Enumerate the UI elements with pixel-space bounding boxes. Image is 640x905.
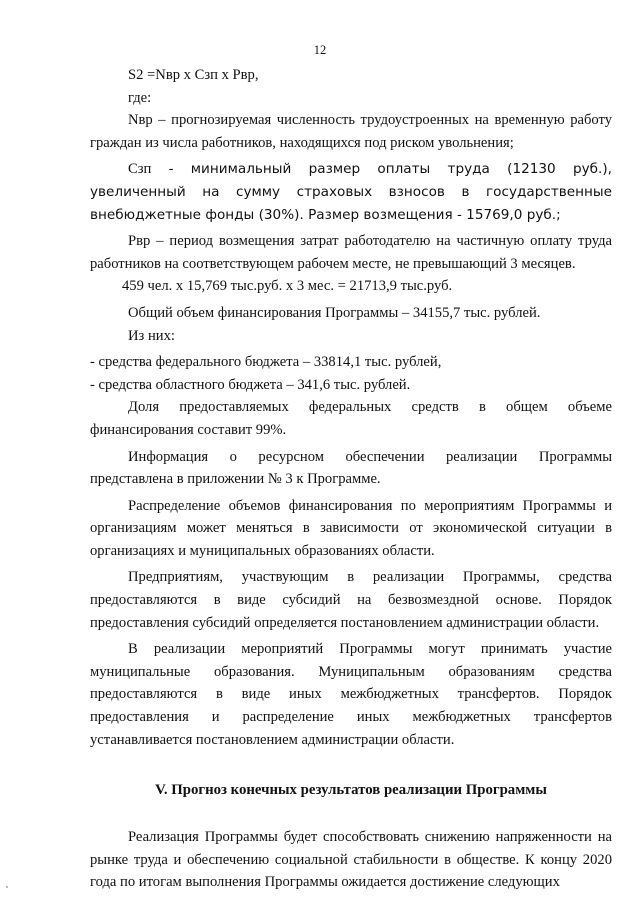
regional-budget-item: - средства областного бюджета – 341,6 тыс. рублей. <box>90 376 411 393</box>
distribution-paragraph: Распределение объемов финансирования по мероприятиям Программы и организациям может меняться в зависимости от экономической ситуации в организациях и муниципальных образованиях области. <box>90 497 612 559</box>
symbol-nvr: Nвр <box>128 112 153 129</box>
definition-nvr <box>90 109 612 154</box>
calculation-line: 459 чел. х 15,769 тыс.руб. х 3 мес. = 21713,9 тыс.руб. <box>122 278 453 295</box>
formula-where: где: <box>128 89 152 106</box>
forecast-paragraph: Реализация Программы будет способствовать снижению напряженности на рынке труда и обеспечению социальной стабильности в обществе. К концу 2020 года по итогам выполнения Программы ожидается достижение следующих <box>90 829 612 891</box>
section-heading: V. Прогноз конечных результатов реализации Программы <box>155 782 547 799</box>
definition-rvr-text: – период возмещения затрат работодателю на частичную оплату труда работников на соответствующем рабочем месте, не превышающий 3 месяцев. <box>90 233 612 272</box>
symbol-rvr: Рвр <box>128 233 151 250</box>
symbol-szp: Сзп <box>128 161 152 178</box>
of-which: Из них: <box>128 327 175 344</box>
page-number: 12 <box>313 43 327 57</box>
resource-info-line-1: Информация о ресурсном обеспечении реализации Программы <box>128 448 612 465</box>
definition-rvr <box>90 230 612 275</box>
definition-szp-text: - минимальный размер оплаты труда (12130 руб.), увеличенный на сумму страховых взносов в государственные внебюджетные фонды (30%). Размер возмещения - 15769,0 руб.; <box>90 161 612 223</box>
definition-szp <box>90 158 612 226</box>
federal-share-line-1: Доля предоставляемых федеральных средств в общем объеме <box>128 399 612 416</box>
federal-budget-item: - средства федерального бюджета – 33814,1 тыс. рублей, <box>90 354 442 371</box>
definition-nvr-text: – прогнозируемая численность трудоустроенных на временную работу граждан из числа работников, находящихся под риском увольнения; <box>90 112 612 151</box>
formula-line: S2 =Nвр х Сзп х Рвр, <box>128 67 259 83</box>
federal-share-line-2: финансирования составит 99%. <box>90 421 287 438</box>
scan-mark <box>6 886 8 888</box>
document-body <box>90 64 612 894</box>
enterprises-paragraph: Предприятиям, участвующим в реализации Программы, средства предоставляются в виде субсидий на безвозмездной основе. Порядок предоставления субсидий определяется постановлением администрации области. <box>90 569 612 631</box>
total-funding: Общий объем финансирования Программы – 34155,7 тыс. рублей. <box>128 304 541 321</box>
municipal-paragraph: В реализации мероприятий Программы могут принимать участие муниципальные образования. Муниципальным образованиям средства предоставляются в виде иных межбюджетных трансфертов. Порядок предоставления и распределение иных межбюджетных трансфертов устанавливается постановлением администрации области. <box>90 641 612 748</box>
resource-info-line-2: представлена в приложении № 3 к Программе. <box>90 471 381 488</box>
